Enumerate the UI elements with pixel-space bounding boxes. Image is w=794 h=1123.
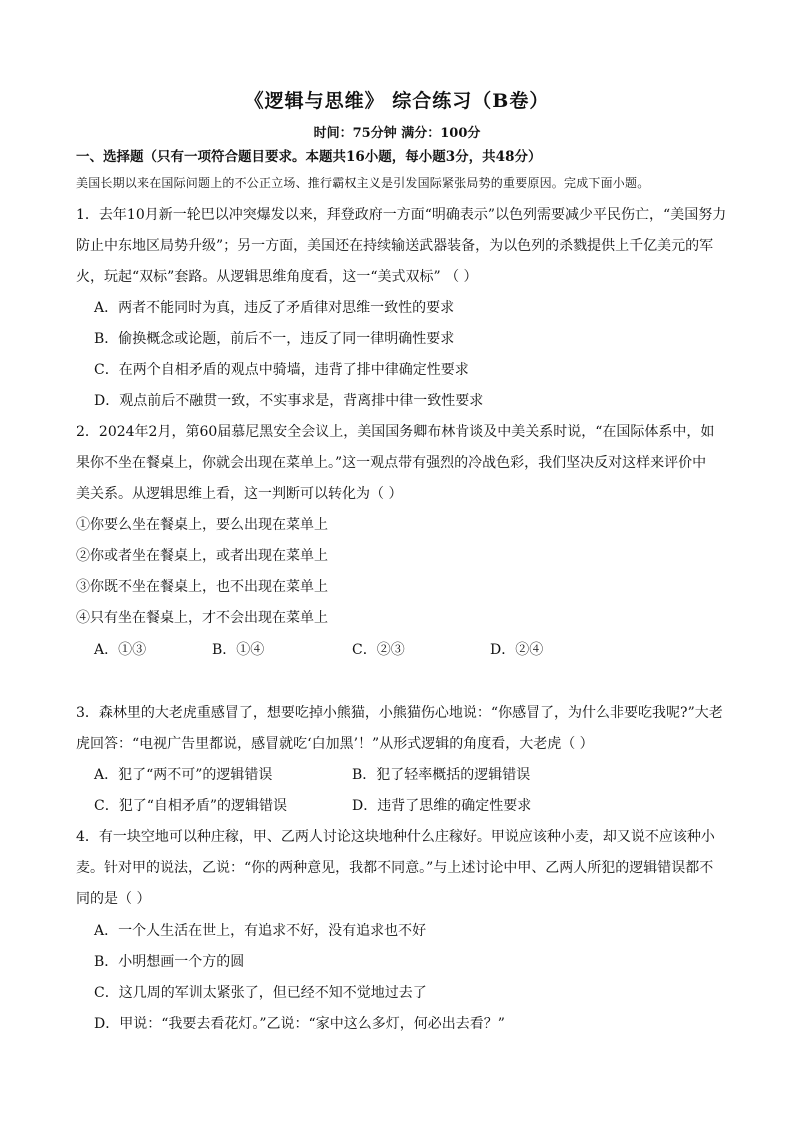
q2-item-3: ③你既不坐在餐桌上，也不出现在菜单上 [76, 579, 328, 595]
q1-option-d: D．观点前后不融贯一致，不实事求是，背离排中律一致性要求 [94, 393, 484, 409]
q2-item-4: ④只有坐在餐桌上，才不会出现在菜单上 [76, 610, 328, 626]
q4-line: 麦。针对甲的说法，乙说：“你的两种意见，我都不同意。”与上述讨论中甲、乙两人所犯的逻辑错误都不 [76, 860, 714, 876]
q2-item-2: ②你或者坐在餐桌上，或者出现在菜单上 [76, 548, 328, 564]
q2-item-1: ①你要么坐在餐桌上，要么出现在菜单上 [76, 517, 328, 533]
q1-line: 1．去年10月新一轮巴以冲突爆发以来，拜登政府一方面“明确表示”以色列需要减少平民伤亡，“美国努力 [76, 207, 727, 223]
q3-line: 3．森林里的大老虎重感冒了，想要吃掉小熊猫，小熊猫伤心地说：“你感冒了，为什么非要吃我呢?”大老 [76, 705, 723, 721]
q4-option-a: A．一个人生活在世上，有追求不好，没有追求也不好 [94, 923, 427, 939]
q2-choice-a: A．①③ [94, 642, 147, 658]
q2-choice-d: D．②④ [490, 642, 544, 658]
q3-option-a: A．犯了“两不可”的逻辑错误 [94, 767, 273, 783]
q1-option-c: C．在两个自相矛盾的观点中骑墙，违背了排中律确定性要求 [94, 362, 469, 378]
q2-line: 果你不坐在餐桌上，你就会出现在菜单上。”这一观点带有强烈的冷战色彩，我们坚决反对这样来评价中 [76, 455, 707, 471]
q1-line: 火，玩起“双标”套路。从逻辑思维角度看，这一“美式双标” （ ） [76, 269, 478, 285]
q3-option-d: D．违背了思维的确定性要求 [352, 798, 532, 814]
q4-option-d: D．甲说：“我要去看花灯。”乙说：“家中这么多灯，何必出去看？” [94, 1016, 505, 1032]
material-intro: 美国长期以来在国际问题上的不公正立场、推行霸权主义是引发国际紧张局势的重要原因。完成下面小题。 [76, 176, 650, 190]
q4-line: 4．有一块空地可以种庄稼，甲、乙两人讨论这块地种什么庄稼好。甲说应该种小麦，却又说不应该种小 [76, 829, 715, 845]
q3-line: 虎回答：“电视广告里都说，感冒就吃‘白加黑’！”从形式逻辑的角度看，大老虎（ ） [76, 736, 594, 752]
q2-choice-c: C．②③ [352, 642, 405, 658]
q1-option-a: A．两者不能同时为真，违反了矛盾律对思维一致性的要求 [94, 300, 455, 316]
page-title: 《逻辑与思维》 综合练习（B卷） [244, 90, 550, 112]
q1-option-b: B．偷换概念或论题，前后不一，违反了同一律明确性要求 [94, 331, 455, 347]
q4-option-b: B．小明想画一个方的圆 [94, 954, 245, 970]
q2-line: 美关系。从逻辑思维上看，这一判断可以转化为（ ） [76, 486, 403, 502]
q4-line: 同的是（ ） [76, 891, 151, 907]
q2-choice-b: B．①④ [212, 642, 265, 658]
q4-option-c: C．这几周的军训太紧张了，但已经不知不觉地过去了 [94, 985, 427, 1001]
section-heading: 一、选择题（只有一项符合题目要求。本题共16小题，每小题3分，共48分） [76, 149, 542, 165]
q3-option-b: B．犯了轻率概括的逻辑错误 [352, 767, 531, 783]
q3-option-c: C．犯了“自相矛盾”的逻辑错误 [94, 798, 288, 814]
q1-line: 防止中东地区局势升级”；另一方面，美国还在持续输送武器装备，为以色列的杀戮提供上千亿美元的军 [76, 238, 714, 254]
q2-line: 2．2024年2月，第60届慕尼黑安全会议上，美国国务卿布林肯谈及中美关系时说，“在国际体系中，如 [76, 424, 715, 440]
exam-meta: 时间：75分钟 满分：100分 [313, 126, 481, 141]
